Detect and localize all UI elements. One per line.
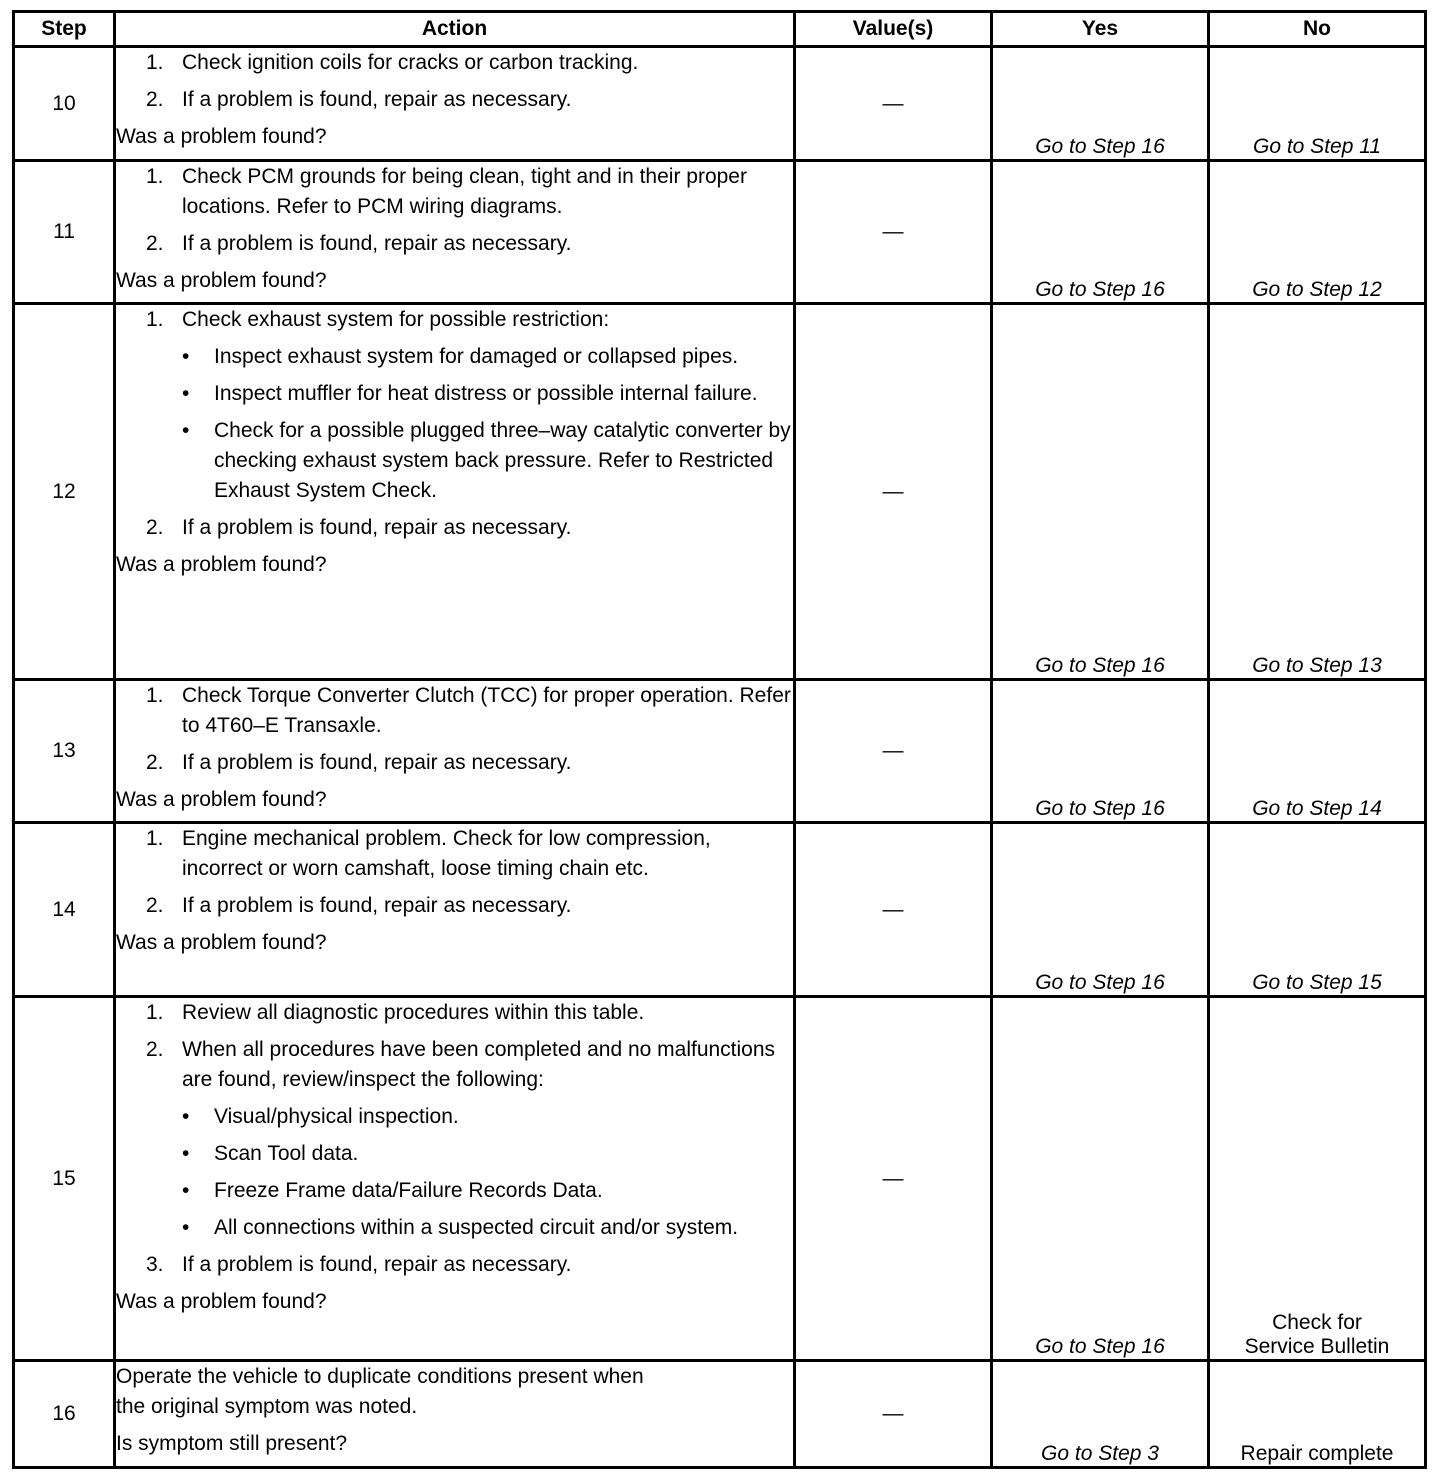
- table-row: [14, 161, 1426, 304]
- value-cell: —: [795, 1361, 992, 1468]
- value-cell: —: [795, 823, 992, 997]
- action-bullet: • Visual/physical inspection.: [182, 1105, 459, 1128]
- action-item: 1. Review all diagnostic procedures within this table.: [146, 1001, 645, 1024]
- yes-cell: Go to Step 16: [992, 47, 1209, 161]
- action-item: 1. Engine mechanical problem. Check for low compression, incorrect or worn camshaft, loose timing chain etc.: [146, 827, 711, 880]
- header-values: Value(s): [795, 12, 992, 47]
- no-cell: [1209, 997, 1426, 1361]
- no-cell: Go to Step 11: [1209, 47, 1426, 161]
- action-question: Is symptom still present?: [116, 1432, 348, 1455]
- table-row: [14, 997, 1426, 1361]
- action-item: 1. Check Torque Converter Clutch (TCC) for proper operation. Refer to 4T60–E Transaxle.: [146, 684, 791, 737]
- no-cell: Go to Step 15: [1209, 823, 1426, 997]
- action-line: Operate the vehicle to duplicate conditions present when: [116, 1365, 644, 1388]
- action-item: 2. If a problem is found, repair as necessary.: [146, 894, 572, 917]
- action-bullet: • All connections within a suspected circuit and/or system.: [182, 1216, 739, 1239]
- header-row: [14, 12, 1426, 47]
- action-item: 2. When all procedures have been completed and no malfunctions are found, review/inspect the following:: [146, 1038, 776, 1091]
- step-number: 12: [14, 304, 115, 680]
- action-line: the original symptom was noted.: [116, 1395, 418, 1418]
- no-cell: Go to Step 12: [1209, 161, 1426, 304]
- step-number: 14: [14, 823, 115, 997]
- yes-cell: Go to Step 16: [992, 997, 1209, 1361]
- action-cell: [115, 823, 795, 997]
- action-bullet: • Inspect muffler for heat distress or possible internal failure.: [182, 382, 758, 405]
- step-number: 13: [14, 680, 115, 823]
- action-cell: [115, 1361, 795, 1468]
- header-step: Step: [14, 12, 115, 47]
- table-row: [14, 823, 1426, 997]
- no-cell-line: Service Bulletin: [1244, 1335, 1390, 1358]
- action-cell: [115, 997, 795, 1361]
- no-cell: Go to Step 14: [1209, 680, 1426, 823]
- no-cell-line: Check for: [1272, 1311, 1362, 1334]
- action-question: Was a problem found?: [116, 125, 327, 148]
- no-cell: Go to Step 13: [1209, 304, 1426, 680]
- header-action: Action: [115, 12, 795, 47]
- action-item: 1. Check PCM grounds for being clean, tight and in their proper locations. Refer to PCM wiring diagrams.: [146, 165, 747, 218]
- action-item: 1. Check exhaust system for possible restriction:: [146, 308, 610, 331]
- action-item: 2. If a problem is found, repair as necessary.: [146, 751, 572, 774]
- action-bullet: • Check for a possible plugged three–way catalytic converter by checking exhaust system back pressure. Refer to Restricted Exhaust System Check.: [182, 419, 791, 502]
- table-row: [14, 304, 1426, 680]
- yes-cell: Go to Step 3: [992, 1361, 1209, 1468]
- value-cell: —: [795, 680, 992, 823]
- header-no: No: [1209, 12, 1426, 47]
- header-yes: Yes: [992, 12, 1209, 47]
- action-question: Was a problem found?: [116, 269, 327, 292]
- action-cell: [115, 680, 795, 823]
- table-row: [14, 1361, 1426, 1468]
- step-number: 15: [14, 997, 115, 1361]
- action-cell: [115, 304, 795, 680]
- action-bullet: • Scan Tool data.: [182, 1142, 359, 1165]
- yes-cell: Go to Step 16: [992, 680, 1209, 823]
- step-number: 10: [14, 47, 115, 161]
- yes-cell: Go to Step 16: [992, 161, 1209, 304]
- value-cell: —: [795, 304, 992, 680]
- action-cell: [115, 47, 795, 161]
- action-question: Was a problem found?: [116, 788, 327, 811]
- yes-cell: Go to Step 16: [992, 823, 1209, 997]
- action-item: 2. If a problem is found, repair as necessary.: [146, 232, 572, 255]
- action-bullet: • Inspect exhaust system for damaged or collapsed pipes.: [182, 345, 739, 368]
- value-cell: —: [795, 997, 992, 1361]
- action-item: 3. If a problem is found, repair as necessary.: [146, 1253, 572, 1276]
- table-row: [14, 680, 1426, 823]
- table-row: [14, 47, 1426, 161]
- action-item: 1. Check ignition coils for cracks or carbon tracking.: [146, 51, 639, 74]
- diagnostic-table: [12, 10, 1427, 1469]
- no-cell: Repair complete: [1209, 1361, 1426, 1468]
- action-item: 2. If a problem is found, repair as necessary.: [146, 516, 572, 539]
- step-number: 16: [14, 1361, 115, 1468]
- action-bullet: • Freeze Frame data/Failure Records Data.: [182, 1179, 603, 1202]
- value-cell: —: [795, 161, 992, 304]
- value-cell: —: [795, 47, 992, 161]
- action-question: Was a problem found?: [116, 1290, 327, 1313]
- action-cell: [115, 161, 795, 304]
- yes-cell: Go to Step 16: [992, 304, 1209, 680]
- step-number: 11: [14, 161, 115, 304]
- action-item: 2. If a problem is found, repair as necessary.: [146, 88, 572, 111]
- action-question: Was a problem found?: [116, 931, 327, 954]
- action-question: Was a problem found?: [116, 553, 327, 576]
